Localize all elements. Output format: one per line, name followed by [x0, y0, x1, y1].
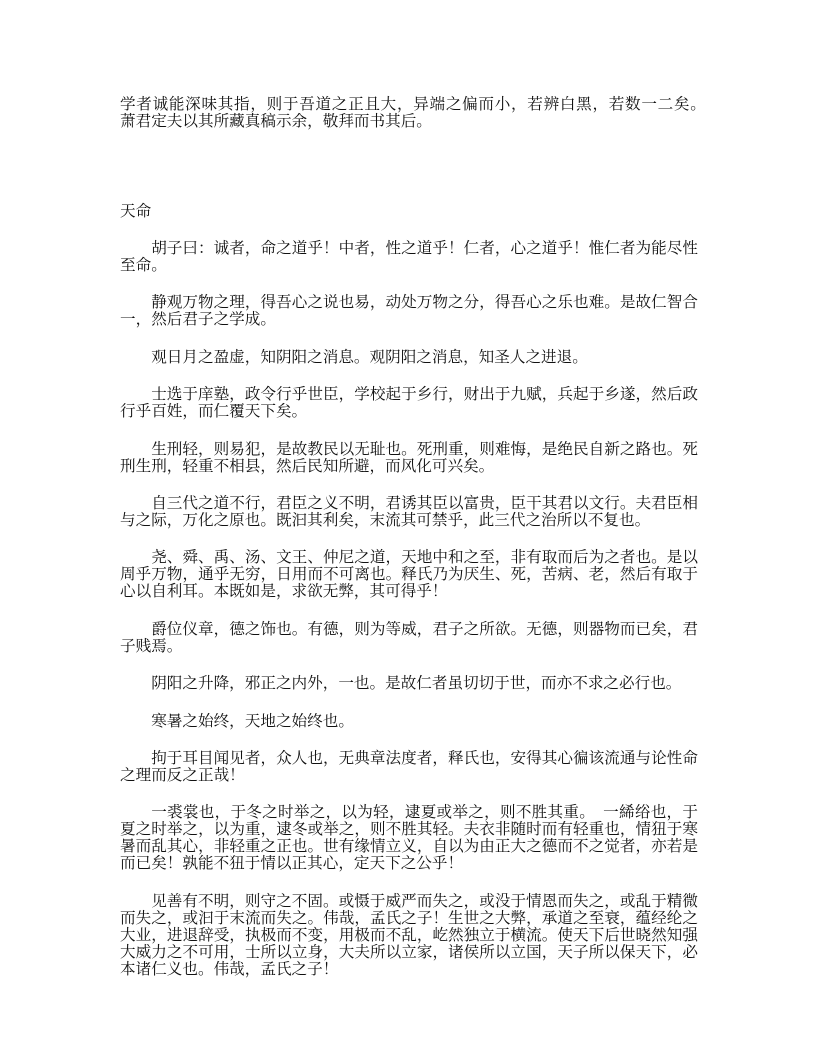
- paragraph: 观日月之盈虚，知阴阳之消息。观阴阳之消息，知圣人之进退。: [151, 348, 588, 366]
- paragraph: 阴阳之升降，邪正之内外，一也。是故仁者虽切切于世，而亦不求之必行也。: [151, 675, 682, 693]
- paragraph: 胡子曰：诚者，命之道乎！中者，性之道乎！仁者，心之道乎！惟仁者为能尽性至命。: [120, 240, 698, 274]
- paragraph: 生刑轻，则易犯，是故教民以无耻也。死刑重，则难悔，是绝民自新之路也。死刑生刑，轻重不相县，然后民知所避，而风化可兴矣。: [120, 440, 698, 475]
- section-body: [120, 240, 698, 998]
- paragraph: 静观万物之理，得吾心之说也易，动处万物之分，得吾心之乐也难。是故仁智合一，然后君子之学成。: [120, 294, 698, 329]
- paragraph: 拘于耳目闻见者，众人也，无典章法度者，释氏也，安得其心徧该流通与论性命之理而反之正哉！: [120, 749, 698, 784]
- paragraph: 见善有不明，则守之不固。或慑于威严而失之，或没于情恩而失之，或乱于精微而失之，或汩于末流而失之。伟哉，孟氏之子！生世之大弊，承道之至衰，蕴经纶之大业，进退辞受，执极而不变，用极而不乱，屹然独立于横流。使天下后世晓然知强大威力之不可用，士所以立身，大夫所以立家，诸侯所以立国，天子所以保天下，必本诸仁义也。伟哉，孟氏之子！: [120, 892, 698, 978]
- intro-paragraph-block: [120, 96, 714, 130]
- section-title: 天命: [120, 203, 152, 220]
- paragraph: 士选于庠塾，政令行乎世臣，学校起于乡行，财出于九赋，兵起于乡遂，然后政行乎百姓，而仁覆天下矣。: [120, 386, 698, 421]
- paragraph: 寒暑之始终，天地之始终也。: [151, 712, 354, 730]
- paragraph: 自三代之道不行，君臣之义不明，君诱其臣以富贵，臣干其君以文行。夫君臣相与之际，万化之原也。既汩其利矣，末流其可禁乎，此三代之治所以不复也。: [120, 494, 698, 529]
- paragraph: 尧、舜、禹、汤、文王、仲尼之道，天地中和之至，非有取而后为之者也。是以周乎万物，通乎无穷，日用而不可离也。释氏乃为厌生、死，苦病、老，然后有取于心以自利耳。本既如是，求欲无弊，其可得乎！: [120, 549, 698, 601]
- intro-paragraph: 学者诚能深味其指，则于吾道之正且大，异端之偏而小，若辨白黑，若数一二矣。 萧君定夫以其所藏真稿示余，敬拜而书其后。: [120, 96, 714, 130]
- paragraph: 一裘裳也，于冬之时举之，以为轻，逮夏或举之，则不胜其重。 一絺绤也，于夏之时举之，以为重，逮冬或举之，则不胜其轻。夫衣非随时而有轻重也，情狃于寒暑而乱其心，非轻重之正也。世有缘情立义，自以为由正大之德而不之觉者，亦若是而已矣！孰能不狃于情以正其心，定天下之公乎！: [120, 804, 698, 873]
- paragraph: 爵位仪章，德之饰也。有德，则为等威，君子之所欲。无德，则器物而已矣，君子贱焉。: [120, 620, 698, 655]
